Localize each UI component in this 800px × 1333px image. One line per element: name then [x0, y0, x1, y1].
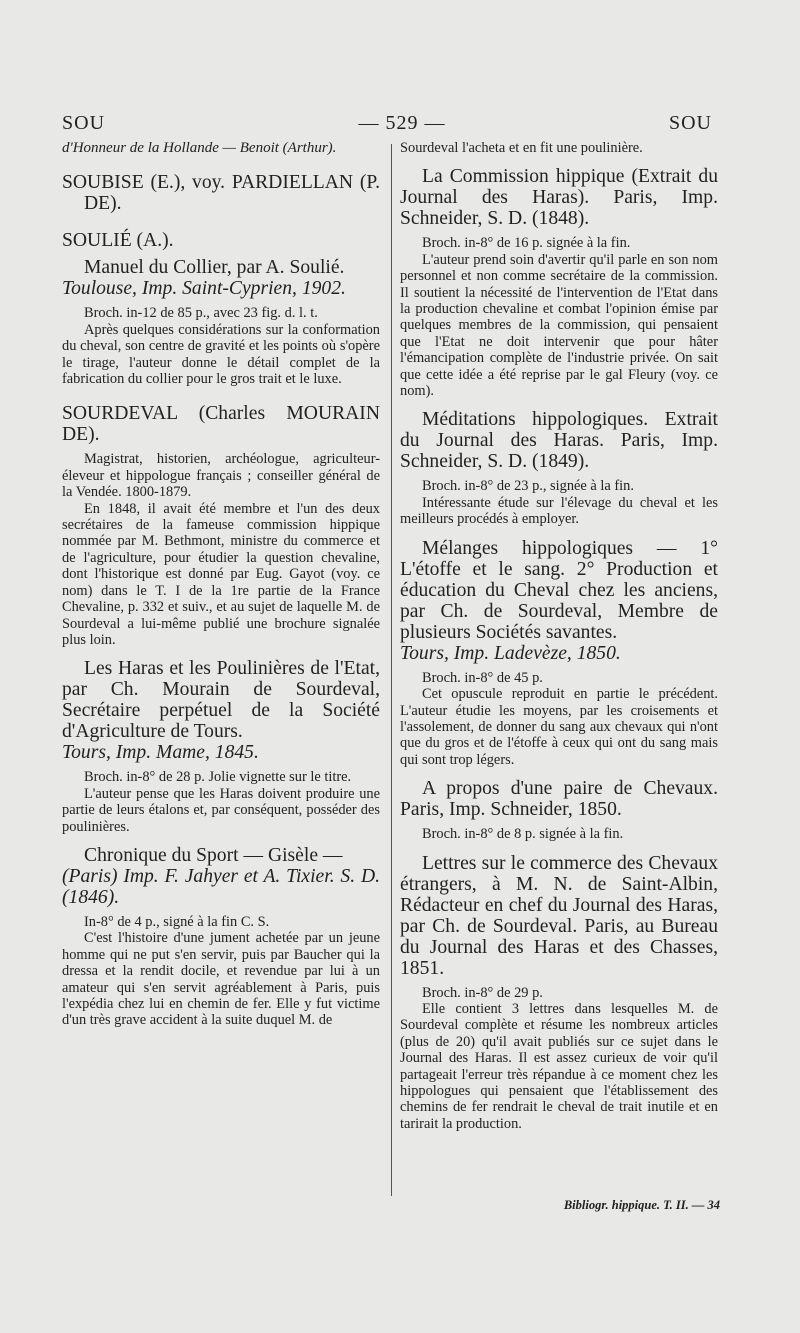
title-lettres: Lettres sur le commerce des Chevaux étrangers, à M. N. de Saint-Albin, Rédacteur en chef du Journal des Haras, par Ch. de Sourdeval. Paris, au Bureau du Journal des Haras et des Chasses, 1851.	[400, 852, 718, 979]
title-chronique-sport: Chronique du Sport — Gisèle —	[84, 844, 343, 866]
imprint-manuel-collier: Toulouse, Imp. Saint-Cyprien, 1902.	[62, 278, 346, 300]
note-commission-hippique: L'auteur prend soin d'avertir qu'il parle en son nom personnel et non comme secrétaire de la commission. Il soutient la nécessité de l'intervention de l'Etat dans la production chevaline et combat l'opinion émise par quelques membres de la commission, qui pensaient que l'Etat ne doit intervenir que pour hâter l'émancipation complète de l'industrie privée. On sait que cette idée a été reprise par le gal Fleury (voy. ce nom).	[400, 251, 718, 400]
note-meditations: Intéressante étude sur l'élevage du cheval et les meilleurs procédés à employer.	[400, 494, 718, 528]
author-sourdeval: SOURDEVAL (Charles MOURAIN DE).	[62, 403, 380, 446]
header-right: SOU	[668, 112, 712, 134]
title-haras-poulinieres: Les Haras et les Poulinières de l'Etat, par Ch. Mourain de Sourdeval, Secrétaire perpétuel de la Société d'Agriculture de Tours.	[62, 658, 380, 743]
signature-footer: Bibliogr. hippique. T. II. — 34	[563, 1198, 720, 1212]
desc-melanges: Broch. in-8° de 45 p.	[422, 669, 543, 686]
title-a-propos: A propos d'une paire de Chevaux. Paris, Imp. Schneider, 1850.	[400, 778, 718, 821]
title-melanges: Mélanges hippologiques — 1° L'étoffe et le sang. 2° Production et éducation du Cheval chez les anciens, par Ch. de Sourdeval, Membre de plusieurs Sociétés savantes.	[400, 537, 718, 643]
continued-entry: d'Honneur de la Hollande — Benoit (Arthur).	[62, 140, 337, 156]
desc-commission-hippique: Broch. in-8° de 16 p. signée à la fin.	[422, 235, 631, 252]
desc-a-propos: Broch. in-8° de 8 p. signée à la fin.	[422, 826, 624, 843]
title-manuel-collier: Manuel du Collier, par A. Soulié.	[84, 257, 345, 279]
note-sourdeval: En 1848, il avait été membre et l'un des deux secrétaires de la fameuse commission hippique nommée par M. Bethmont, ministre du commerce et de l'agriculture, pour étudier la question chevaline, dont l'historique est donné par Eug. Gayot (voy. ce nom) dans le T. I de la 1re partie de la France Chevaline, p. 332 et suiv., et au sujet de laquelle M. de Sourdeval a lui-même publié une brochure signalée plus loin.	[62, 500, 380, 648]
running-header	[62, 112, 712, 140]
note-haras-poulinieres: L'auteur pense que les Haras doivent produire une partie de leurs étalons et, par conséquent, posséder des poulinières.	[62, 785, 380, 835]
imprint-melanges: Tours, Imp. Ladevèze, 1850.	[400, 642, 621, 664]
column-divider	[391, 144, 392, 1196]
desc-haras-poulinieres: Broch. in-8° de 28 p. Jolie vignette sur le titre.	[84, 769, 352, 786]
desc-chronique-sport: In-8° de 4 p., signé à la fin C. S.	[84, 913, 270, 930]
desc-meditations: Broch. in-8° de 23 p., signée à la fin.	[422, 478, 634, 495]
entry-soubise: SOUBISE (E.), voy. PARDIELLAN (P. DE).	[62, 172, 380, 215]
desc-manuel-collier: Broch. in-12 de 85 p., avec 23 fig. d. l. t.	[84, 305, 318, 322]
page-number: — 529 —	[358, 112, 446, 134]
left-column	[62, 140, 380, 1029]
note-melanges: Cet opuscule reproduit en partie le précédent. L'auteur étudie les moyens, par les croisements et l'assolement, de donner du sang aux chevaux qui n'ont que du gros et de l'étoffe à ceux qui ont du sang mais qui sont trop légers.	[400, 686, 718, 768]
bio-sourdeval: Magistrat, historien, archéologue, agriculteur-éleveur et hippologue français ; conseiller général de la Vendée. 1800-1879.	[62, 451, 380, 501]
imprint-haras-poulinieres: Tours, Imp. Mame, 1845.	[62, 742, 259, 764]
desc-lettres: Broch. in-8° de 29 p.	[422, 984, 543, 1001]
continued-entry-right: Sourdeval l'acheta et en fit une poulinière.	[400, 140, 643, 156]
title-commission-hippique: La Commission hippique (Extrait du Journal des Haras). Paris, Imp. Schneider, S. D. (1848).	[400, 166, 718, 230]
imprint-chronique-sport: (Paris) Imp. F. Jahyer et A. Tixier. S. D. (1846).	[62, 865, 380, 908]
author-soulie: SOULIÉ (A.).	[62, 230, 174, 252]
note-chronique-sport: C'est l'histoire d'une jument achetée par un jeune homme qui ne put s'en servir, puis par Baucher qui la dressa et la rendit docile, et revendue par lui à un amateur qui s'en servit agréablement à Paris, puis l'expédia chez lui en chemin de fer. Elle y fut victime d'un très grave accident à la suite duquel M. de	[62, 930, 380, 1029]
header-left: SOU	[62, 112, 106, 134]
note-manuel-collier: Après quelques considérations sur la conformation du cheval, son centre de gravité et les points où s'opère le tirage, l'auteur donne le détail complet de la fabrication du collier pour le gros trait et le luxe.	[62, 321, 380, 388]
title-meditations: Méditations hippologiques. Extrait du Journal des Haras. Paris, Imp. Schneider, S. D. (1849).	[400, 409, 718, 473]
right-column	[400, 140, 718, 1132]
note-lettres: Elle contient 3 lettres dans lesquelles M. de Sourdeval complète et résume les nombreux articles (plus de 20) qu'il avait publiés sur ce sujet dans le Journal des Haras. Il est assez curieux de voir qu'il partageait l'erreur très répandue à ce moment chez les hippologues qui pensaient que l'établissement des chemins de fer rendrait le cheval de trait inutile et en tarirait la production.	[400, 1000, 718, 1132]
